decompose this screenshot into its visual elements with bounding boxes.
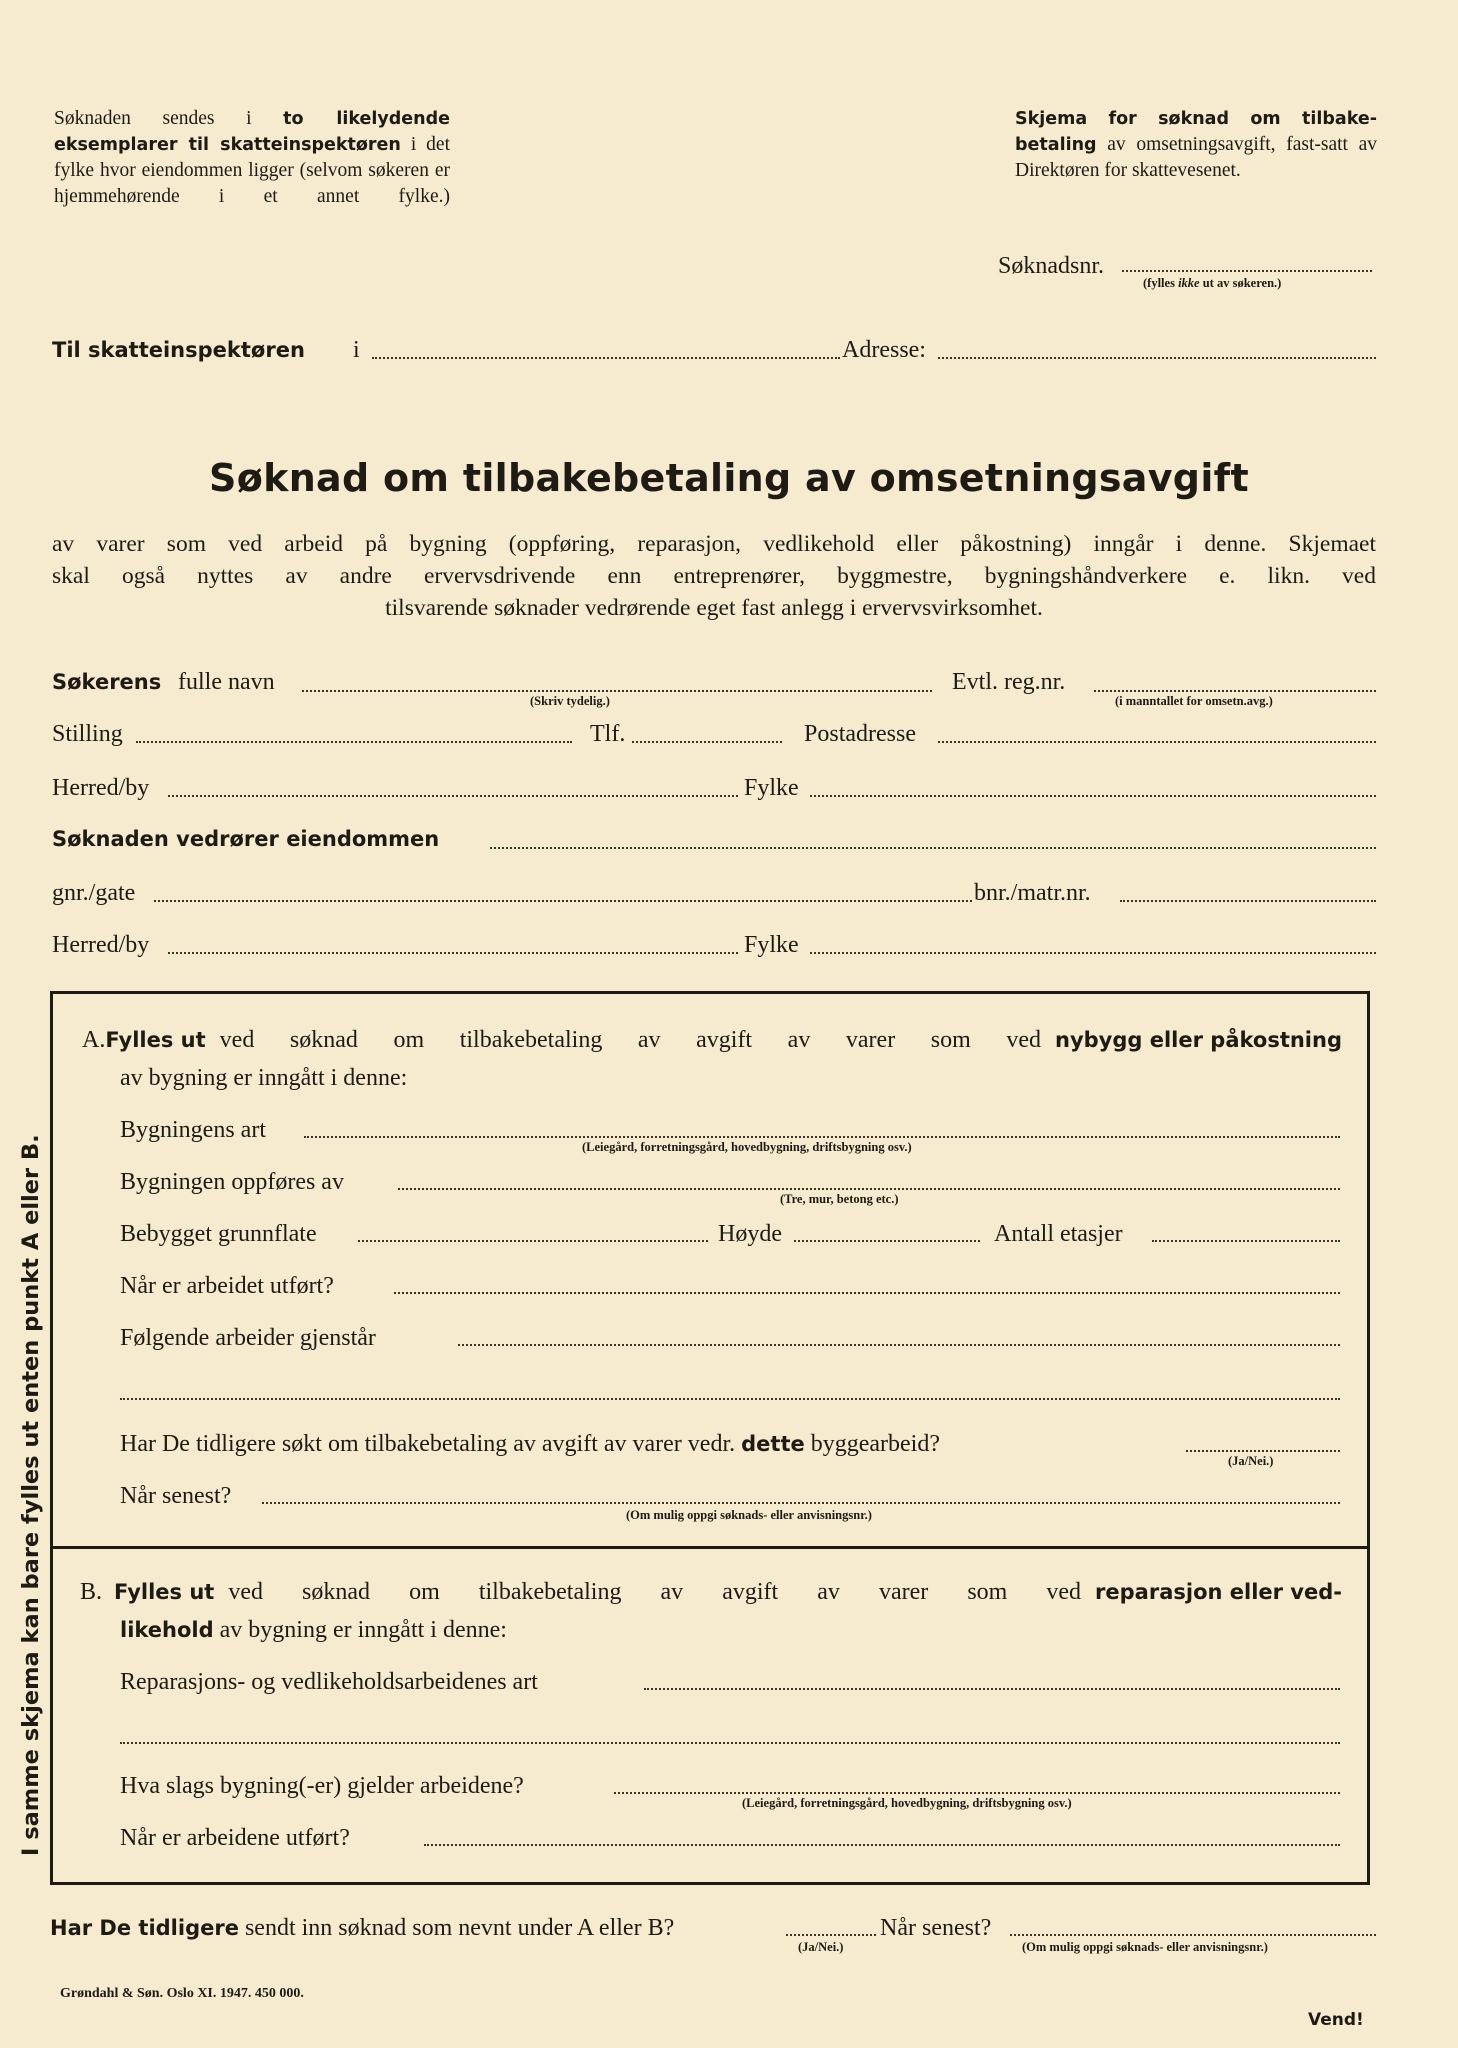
floors-label: Antall etasjer — [994, 1221, 1123, 1247]
repair-type-label: Reparasjons- og vedlikeholdsarbeidenes art — [120, 1669, 538, 1695]
property-heading: Søknaden vedrører eiendommen — [52, 827, 440, 851]
section-b-heading — [80, 1578, 1342, 1606]
section-divider — [50, 1546, 1370, 1549]
previous-application-hint: (Ja/Nei.) — [1228, 1454, 1274, 1468]
remaining-work-field-2[interactable] — [120, 1398, 1340, 1400]
building-kind-label: Hva slags bygning(-er) gjelder arbeidene? — [120, 1773, 524, 1799]
intro-line-3: tilsvarende søknader vedrørende eget fast anlegg i ervervsvirksomhet. — [385, 595, 1043, 621]
ground-area-field[interactable] — [358, 1240, 708, 1242]
repair-done-label: Når er arbeidene utført? — [120, 1825, 350, 1851]
final-latest-hint: (Om mulig oppgi søknads- eller anvisningsnr.) — [1022, 1940, 1268, 1954]
repair-type-field-2[interactable] — [120, 1742, 1340, 1744]
form-description — [1015, 106, 1377, 184]
printer-imprint: Grøndahl & Søn. Oslo XI. 1947. 450 000. — [60, 1986, 304, 2001]
property-fylke-label: Fylke — [744, 932, 799, 958]
section-b-line-2: likehold av bygning er inngått i denne: — [120, 1617, 507, 1643]
final-latest-field[interactable] — [1010, 1934, 1376, 1936]
final-question-hint: (Ja/Nei.) — [798, 1940, 844, 1954]
postadresse-label: Postadresse — [804, 721, 916, 747]
bnr-field[interactable] — [1120, 900, 1376, 902]
recipient-label-i: i — [353, 337, 360, 363]
latest-date-label: Når senest? — [120, 1483, 232, 1509]
stilling-field[interactable] — [136, 741, 572, 743]
applicant-name-field[interactable] — [302, 690, 932, 692]
previous-application-field[interactable] — [1186, 1450, 1340, 1452]
repair-done-field[interactable] — [424, 1844, 1340, 1846]
soknadsnr-label: Søknadsnr. — [998, 253, 1105, 279]
floors-field[interactable] — [1152, 1240, 1340, 1242]
soknadsnr-field[interactable] — [1122, 270, 1372, 272]
repair-type-field[interactable] — [644, 1688, 1340, 1690]
remaining-work-field[interactable] — [458, 1344, 1340, 1346]
latest-date-hint: (Om mulig oppgi søknads- eller anvisningsnr.) — [626, 1508, 872, 1522]
soknadsnr-hint: (fylles ikke ut av søkeren.) — [1143, 276, 1282, 290]
tlf-field[interactable] — [632, 741, 782, 743]
building-kind-field[interactable] — [614, 1792, 1340, 1794]
intro-text — [52, 528, 1376, 624]
applicant-name-label: fulle navn — [178, 669, 275, 695]
building-kind-hint: (Leiegård, forretningsgård, hovedbygning, driftsbygning osv.) — [742, 1796, 1072, 1810]
reg-nr-label: Evtl. reg.nr. — [952, 669, 1066, 695]
section-b-bold-2: reparasjon eller ved- — [1095, 1580, 1342, 1604]
final-question-field[interactable] — [786, 1934, 876, 1936]
height-label: Høyde — [718, 1221, 782, 1247]
built-by-label: Bygningen oppføres av — [120, 1169, 344, 1195]
reg-nr-hint: (i manntallet for omsetn.avg.) — [1115, 694, 1273, 708]
section-a-text: ved søknad om tilbakebetaling av avgift av varer som ved — [219, 1027, 1041, 1053]
built-by-field[interactable] — [398, 1188, 1340, 1190]
section-a-heading — [82, 1026, 1342, 1054]
bnr-label: bnr./matr.nr. — [974, 880, 1091, 906]
built-by-hint: (Tre, mur, betong etc.) — [780, 1192, 899, 1206]
remaining-work-label: Følgende arbeider gjenstår — [120, 1325, 376, 1351]
property-herred-field[interactable] — [168, 952, 738, 954]
herred-field[interactable] — [168, 795, 738, 797]
side-note-text: I samme skjema kan bare fylles ut enten punkt A eller B. — [18, 1134, 44, 1856]
previous-application-label: Har De tidligere søkt om tilbakebetaling av avgift av varer vedr. dette byggearbeid? — [120, 1431, 941, 1457]
fylke-field[interactable] — [810, 795, 1376, 797]
intro-line-1: av varer som ved arbeid på bygning (oppføring, reparasjon, vedlikehold eller påkostning) inngår i denne. Skjemaet — [52, 531, 1376, 557]
section-a-bold: Fylles ut — [105, 1028, 206, 1052]
stilling-label: Stilling — [52, 721, 123, 747]
building-type-field[interactable] — [304, 1136, 1340, 1138]
tax-office-address-field[interactable] — [938, 357, 1376, 359]
work-done-label: Når er arbeidet utført? — [120, 1273, 334, 1299]
page-title: Søknad om tilbakebetaling av omsetningsavgift — [209, 456, 1249, 500]
gnr-field[interactable] — [154, 900, 972, 902]
form-description-bold: Skjema for søknad om tilbake-betaling — [1015, 109, 1377, 155]
building-type-hint: (Leiegård, forretningsgård, hovedbygning, driftsbygning osv.) — [582, 1140, 912, 1154]
final-question-label: Har De tidligere sendt inn søknad som nevnt under A eller B? — [50, 1915, 675, 1941]
building-type-label: Bygningens art — [120, 1117, 266, 1143]
adresse-label: Adresse: — [842, 337, 926, 363]
sending-instructions-post: i det fylke hvor eiendommen ligger (selvom søkeren er hjemmehørende i et annet fylke.) — [54, 134, 450, 207]
work-done-field[interactable] — [394, 1292, 1340, 1294]
form-description-post: av omsetningsavgift, fast-satt av Direktøren for skattevesenet. — [1015, 134, 1378, 181]
section-b-text: ved søknad om tilbakebetaling av avgift av varer som ved — [228, 1579, 1082, 1605]
turn-over-note: Vend! — [1308, 2010, 1364, 2030]
tax-office-field[interactable] — [372, 357, 840, 359]
height-field[interactable] — [794, 1240, 980, 1242]
fylke-label: Fylke — [744, 775, 799, 801]
applicant-name-bold: Søkerens — [52, 670, 162, 694]
tlf-label: Tlf. — [590, 721, 626, 747]
property-herred-label: Herred/by — [52, 932, 150, 958]
section-a-letter: A. — [82, 1027, 106, 1053]
postadresse-field[interactable] — [938, 741, 1376, 743]
section-a-line-2: av bygning er inngått i denne: — [120, 1065, 408, 1091]
herred-label: Herred/by — [52, 775, 150, 801]
property-field[interactable] — [490, 847, 1376, 849]
sending-instructions-pre: Søknaden sendes i — [54, 108, 252, 129]
recipient-label-bold: Til skatteinspektøren — [52, 338, 305, 362]
intro-line-2: skal også nyttes av andre ervervsdrivende enn entreprenører, byggmestre, bygningshåndverkere e. likn. ved — [52, 563, 1376, 589]
gnr-label: gnr./gate — [52, 880, 136, 906]
sending-instructions — [54, 106, 450, 210]
section-a-bold-2: nybygg eller påkostning — [1055, 1028, 1342, 1052]
sending-instructions-bold: to likelydende eksemplarer til skatteinspektøren — [54, 109, 451, 155]
latest-date-field[interactable] — [262, 1502, 1340, 1504]
property-fylke-field[interactable] — [810, 952, 1376, 954]
section-b-bold: Fylles ut — [114, 1580, 215, 1604]
ground-area-label: Bebygget grunnflate — [120, 1221, 317, 1247]
section-b-letter: B. — [80, 1579, 103, 1605]
final-latest-label: Når senest? — [880, 1915, 992, 1941]
applicant-name-hint: (Skriv tydelig.) — [530, 694, 610, 708]
reg-nr-field[interactable] — [1094, 690, 1376, 692]
